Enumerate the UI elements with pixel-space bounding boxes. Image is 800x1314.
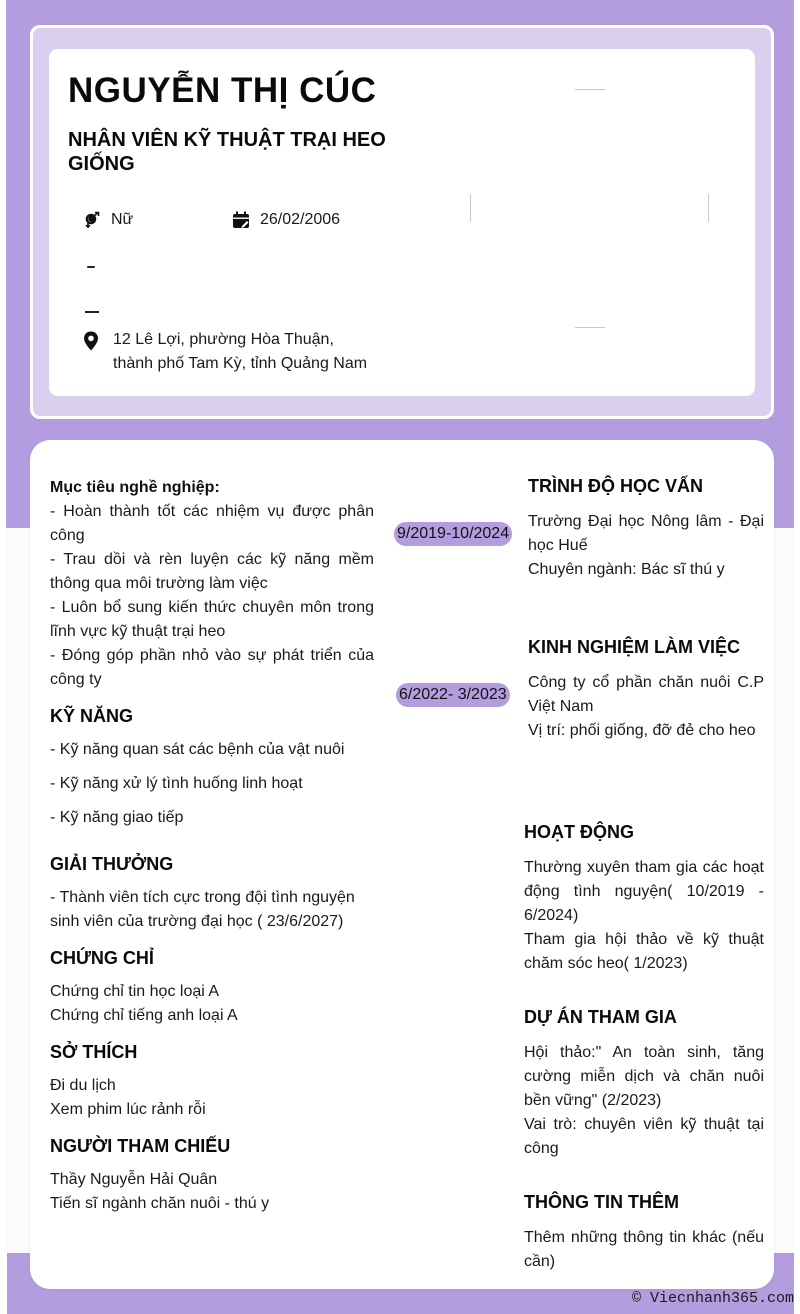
location-pin-icon (83, 328, 105, 352)
reference-item: Thầy Nguyễn Hải Quân (50, 1171, 218, 1188)
gender-row (83, 208, 133, 232)
address-line-1: 12 Lê Lợi, phường Hòa Thuận, (113, 331, 334, 348)
hobby-item: Xem phim lúc rảnh rỗi (50, 1101, 206, 1118)
references-title: NGƯỜI THAM CHIẾU (50, 1136, 231, 1156)
objective-title: Mục tiêu nghề nghiệp: (50, 479, 220, 496)
calendar-icon (232, 208, 254, 232)
education-title: TRÌNH ĐỘ HỌC VẤN (528, 476, 703, 496)
dob-value: 26/02/2006 (260, 211, 341, 228)
certificate-item: Chứng chỉ tiếng anh loại A (50, 1007, 238, 1024)
hobbies-title: SỞ THÍCH (50, 1042, 138, 1062)
extra-info-title: THÔNG TIN THÊM (524, 1192, 679, 1212)
activity-line: Thường xuyên tham gia các hoạt động tình nguyện( 10/2019 - 6/2024) (524, 859, 764, 924)
extra-info-line: Thêm những thông tin khác (nếu cần) (524, 1229, 764, 1270)
extra-info-section (524, 1190, 764, 1274)
skill-item: - Kỹ năng giao tiếp (50, 809, 184, 826)
career-objective-section (50, 476, 374, 692)
activity-line: Tham gia hội thảo về kỹ thuật chăm sóc heo( 1/2023) (524, 931, 764, 972)
phone-icon (87, 266, 95, 268)
reference-item: Tiến sĩ ngành chăn nuôi - thú y (50, 1195, 270, 1212)
dob-row (232, 208, 340, 232)
objective-line: - Luôn bổ sung kiến thức chuyên môn trong lĩnh vực kỹ thuật trại heo (50, 599, 374, 640)
avatar-photo[interactable] (470, 89, 709, 328)
objective-line: - Hoàn thành tốt các nhiệm vụ được phân công (50, 503, 374, 544)
project-line: Vai trò: chuyên viên kỹ thuật tại công (524, 1116, 764, 1157)
activities-section (524, 820, 764, 976)
awards-title: GIẢI THƯỞNG (50, 854, 174, 874)
job-title: NHÂN VIÊN KỸ THUẬT TRẠI HEO GIỐNG (68, 129, 386, 175)
education-line: Chuyên ngành: Bác sĩ thú y (528, 561, 725, 578)
header-card (30, 25, 774, 419)
activities-title: HOẠT ĐỘNG (524, 822, 634, 842)
address-line-2: thành phố Tam Kỳ, tỉnh Quảng Nam (113, 355, 368, 372)
certificates-section (50, 946, 374, 1028)
experience-section (528, 635, 764, 743)
skills-title: KỸ NĂNG (50, 706, 134, 726)
skill-item: - Kỹ năng xử lý tình huống linh hoạt (50, 775, 303, 792)
objective-line: - Trau dồi và rèn luyện các kỹ năng mềm thông qua môi trường làm việc (50, 551, 374, 592)
email-icon (85, 311, 99, 313)
education-line: Trường Đại học Nông lâm - Đại học Huế (528, 513, 764, 554)
gender-value: Nữ (111, 211, 134, 228)
email-row (85, 297, 99, 313)
experience-line: Công ty cổ phần chăn nuôi C.P Việt Nam (528, 674, 764, 715)
objective-line: - Đóng góp phần nhỏ vào sự phát triển của công ty (50, 647, 374, 688)
hobbies-section (50, 1040, 374, 1122)
gender-icon (83, 208, 105, 232)
awards-section (50, 852, 374, 934)
skill-item: - Kỹ năng quan sát các bệnh của vật nuôi (50, 741, 345, 758)
experience-title: KINH NGHIỆM LÀM VIỆC (528, 637, 741, 657)
award-item: - Thành viên tích cực trong đội tình nguyện sinh viên của trường đại học ( 23/6/2027) (50, 889, 355, 930)
header-inner (49, 49, 755, 396)
phone-row (87, 252, 95, 268)
cv-body-card (30, 440, 774, 1289)
left-column (50, 476, 374, 1216)
experience-line: Vị trí: phối giống, đỡ đẻ cho heo (528, 722, 756, 739)
candidate-name: NGUYỄN THỊ CÚC (68, 71, 377, 110)
footer-credit: © Viecnhanh365.com (631, 1290, 794, 1307)
skills-section (50, 704, 374, 830)
projects-title: DỰ ÁN THAM GIA (524, 1007, 677, 1027)
project-line: Hội thảo:" An toàn sinh, tăng cường miễn dịch và chăn nuôi bền vững" (2/2023) (524, 1044, 764, 1109)
hobby-item: Đi du lịch (50, 1077, 116, 1094)
address-text (113, 328, 367, 376)
references-section (50, 1134, 374, 1216)
certificate-item: Chứng chỉ tin học loại A (50, 983, 220, 1000)
experience-date-badge: 6/2022- 3/2023 (396, 683, 510, 707)
certificates-title: CHỨNG CHỈ (50, 948, 154, 968)
education-section (528, 474, 764, 582)
education-date-badge: 9/2019-10/2024 (394, 522, 512, 546)
address-row (83, 328, 403, 376)
projects-section (524, 1005, 764, 1161)
